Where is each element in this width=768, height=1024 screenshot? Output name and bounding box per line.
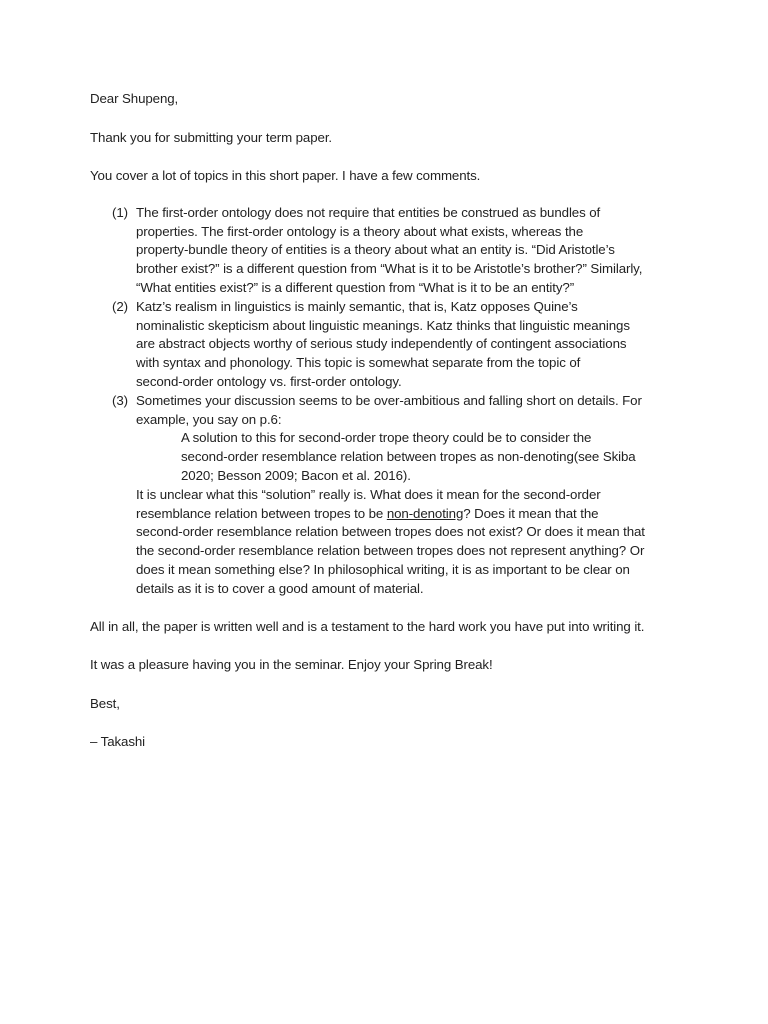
comment-item-2 (90, 298, 690, 392)
block-quote (136, 429, 690, 485)
comment-number: (3) (112, 392, 128, 408)
comment-line: The first-order ontology does not require that entities be construed as bundles of (136, 204, 601, 220)
greeting: Dear Shupeng, (90, 91, 179, 106)
underlined-term: non-denoting (386, 505, 464, 521)
comment-item-1 (90, 204, 690, 298)
closing-paragraph: It was a pleasure having you in the seminar. Enjoy your Spring Break! (90, 657, 493, 673)
comment-list (90, 204, 690, 599)
comment-line: second-order ontology vs. first-order ontology. (136, 373, 402, 389)
thanks-paragraph: Thank you for submitting your term paper. (90, 129, 333, 145)
comment-line: the second-order resemblance relation between tropes does not represent anything? Or (136, 543, 645, 559)
intro-paragraph: You cover a lot of topics in this short paper. I have a few comments. (90, 168, 481, 184)
signature: – Takashi (90, 734, 146, 750)
comment-line: It is unclear what this “solution” really is. What does it mean for the second-order (136, 486, 601, 502)
comment-line: Sometimes your discussion seems to be over-ambitious and falling short on details. For (136, 392, 642, 408)
comment-line: details as it is to cover a good amount of material. (136, 580, 424, 596)
comment-number: (2) (112, 298, 128, 314)
comment-line: second-order resemblance relation between tropes does not exist? Or does it mean that (136, 524, 645, 540)
letter (90, 90, 690, 772)
quote-line: second-order resemblance relation between tropes as non-denoting(see Skiba (181, 449, 636, 465)
summary-paragraph: All in all, the paper is written well and is a testament to the hard work you have put into writing it. (90, 618, 645, 634)
comment-line: brother exist?” is a different question from “What is it to be Aristotle’s brother?” Similarly, (136, 261, 643, 277)
comment-line: “What entities exist?” is a different question from “What is it to be an entity?” (136, 279, 575, 295)
quote-line: 2020; Besson 2009; Bacon et al. 2016). (181, 467, 411, 483)
comment-item-3 (90, 392, 690, 599)
comment-text: resemblance relation between tropes to be (136, 505, 387, 521)
comment-line: properties. The first-order ontology is a theory about what exists, whereas the (136, 223, 584, 239)
comment-line: does it mean something else? In philosophical writing, it is as important to be clear on (136, 561, 630, 577)
comment-line: are abstract objects worthy of serious study independently of contingent associations (136, 336, 627, 352)
comment-line: nominalistic skepticism about linguistic meanings. Katz thinks that linguistic meanings (136, 317, 630, 333)
comment-line: example, you say on p.6: (136, 411, 282, 427)
comment-line (136, 505, 690, 524)
comment-line: Katz’s realism in linguistics is mainly semantic, that is, Katz opposes Quine’s (136, 298, 578, 314)
signoff: Best, (90, 695, 120, 711)
comment-number: (1) (112, 204, 128, 220)
comment-text: ? Does it mean that the (463, 505, 599, 521)
quote-line: A solution to this for second-order trope theory could be to consider the (181, 430, 592, 446)
comment-line: with syntax and phonology. This topic is somewhat separate from the topic of (136, 355, 581, 371)
comment-line: property-bundle theory of entities is a theory about what an entity is. “Did Aristotle’s (136, 242, 615, 258)
